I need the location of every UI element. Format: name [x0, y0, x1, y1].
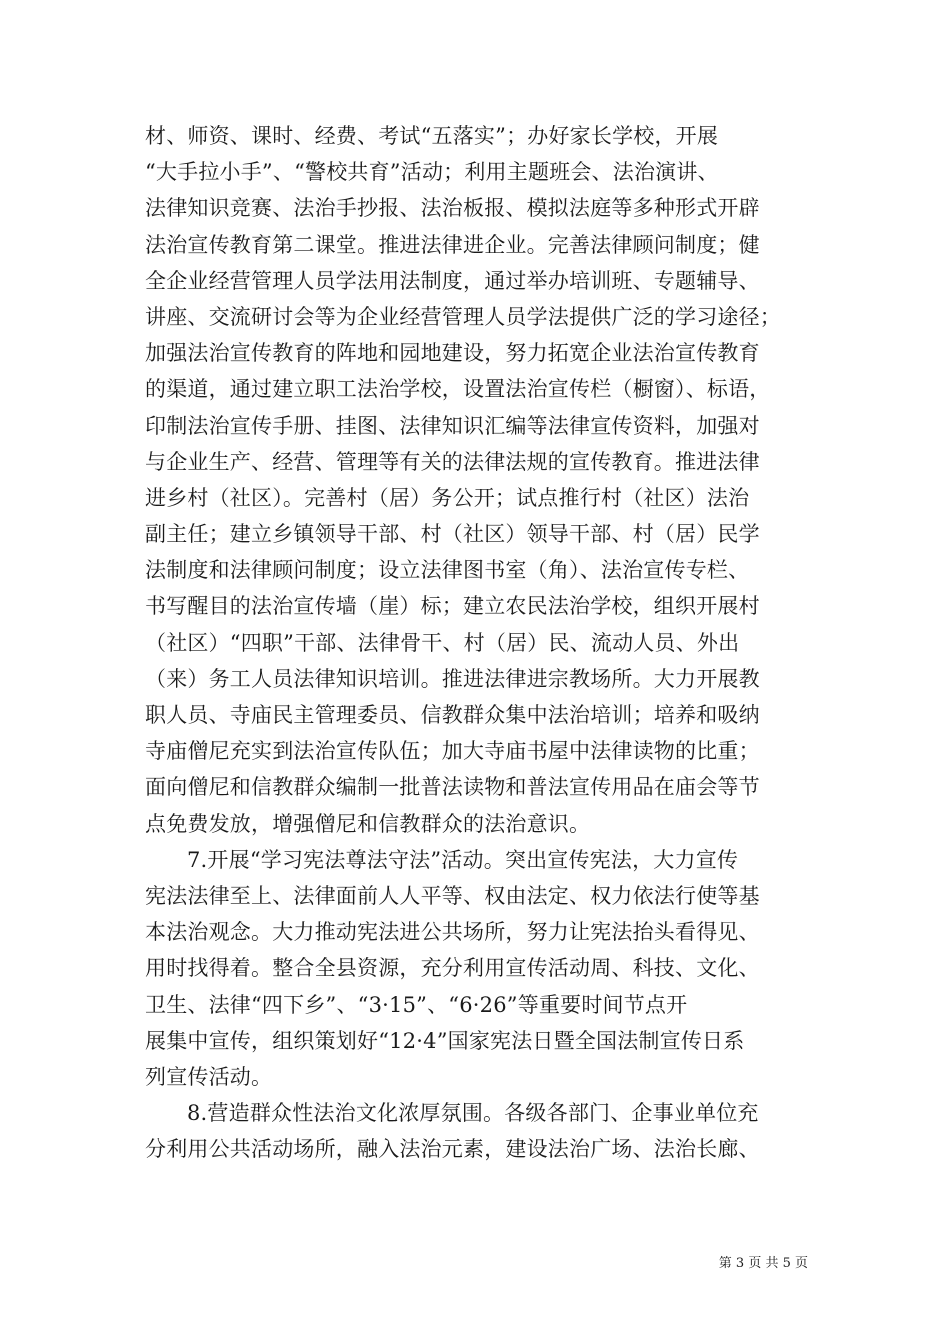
- text-line: 全企业经营管理人员学法用法制度，通过举办培训班、专题辅导、: [145, 268, 760, 293]
- text-line: 职人员、寺庙民主管理委员、信教群众集中法治培训；培养和吸纳: [145, 703, 760, 727]
- text-line: 展集中宣传，组织策划好“12·4”国家宪法日暨全国法制宣传日系: [145, 1028, 745, 1053]
- page-number-footer: 第 3 页 共 5 页: [718, 1256, 808, 1271]
- text-line: 点免费发放，增强僧尼和信教群众的法治意识。: [145, 811, 591, 836]
- text-line: 8.营造群众性法治文化浓厚氛围。各级各部门、企事业单位充: [187, 1101, 759, 1126]
- text-line: 寺庙僧尼充实到法治宣传队伍；加大寺庙书屋中法律读物的比重；: [145, 739, 760, 764]
- text-line: 印制法治宣传手册、挂图、法律知识汇编等法律宣传资料，加强对: [145, 413, 760, 438]
- text-line: 7.开展“学习宪法尊法守法”活动。突出宣传宪法，大力宣传: [187, 847, 739, 872]
- paragraph-continued: [145, 118, 810, 842]
- paragraph-item-8: [145, 1095, 810, 1167]
- text-line: 用时找得着。整合全县资源，充分利用宣传活动周、科技、文化、: [145, 956, 760, 981]
- text-line: 副主任；建立乡镇领导干部、村（社区）领导干部、村（居）民学: [145, 522, 760, 547]
- text-line: 讲座、交流研讨会等为企业经营管理人员学法提供广泛的学习途径；: [145, 304, 781, 329]
- text-line: 面向僧尼和信教群众编制一批普法读物和普法宣传用品在庙会等节: [145, 775, 760, 800]
- text-line: 卫生、法律“四下乡”、“3·15”、“6·26”等重要时间节点开: [145, 992, 688, 1017]
- text-line: “大手拉小手”、“警校共育”活动；利用主题班会、法治演讲、: [145, 160, 719, 185]
- text-line: 宪法法律至上、法律面前人人平等、权由法定、权力依法行使等基: [145, 883, 760, 908]
- text-line: 的渠道，通过建立职工法治学校，设置法治宣传栏（橱窗）、标语，: [145, 377, 771, 402]
- text-line: 法治宣传教育第二课堂。推进法律进企业。完善法律顾问制度；健: [145, 232, 760, 257]
- document-body: [145, 118, 810, 1167]
- paragraph-item-7: [145, 842, 810, 1095]
- text-line: 本法治观念。大力推动宪法进公共场所，努力让宪法抬头看得见、: [145, 920, 760, 945]
- text-line: 材、师资、课时、经费、考试“五落实”；办好家长学校，开展: [145, 124, 719, 148]
- text-line: 与企业生产、经营、管理等有关的法律法规的宣传教育。推进法律: [145, 449, 760, 474]
- text-line: 分利用公共活动场所，融入法治元素，建设法治广场、法治长廊、: [145, 1137, 760, 1162]
- text-line: 书写醒目的法治宣传墙（崖）标；建立农民法治学校，组织开展村: [145, 594, 760, 619]
- text-line: 法律知识竞赛、法治手抄报、法治板报、模拟法庭等多种形式开辟: [145, 196, 760, 221]
- text-line: （来）务工人员法律知识培训。推进法律进宗教场所。大力开展教: [145, 666, 760, 691]
- text-line: （社区）“四职”干部、法律骨干、村（居）民、流动人员、外出: [145, 630, 740, 655]
- text-line: 进乡村（社区）。完善村（居）务公开；试点推行村（社区）法治: [145, 485, 750, 510]
- text-line: 列宣传活动。: [145, 1064, 273, 1089]
- text-line: 加强法治宣传教育的阵地和园地建设，努力拓宽企业法治宣传教育: [145, 341, 760, 366]
- text-line: 法制度和法律顾问制度；设立法律图书室（角）、法治宣传专栏、: [145, 558, 750, 583]
